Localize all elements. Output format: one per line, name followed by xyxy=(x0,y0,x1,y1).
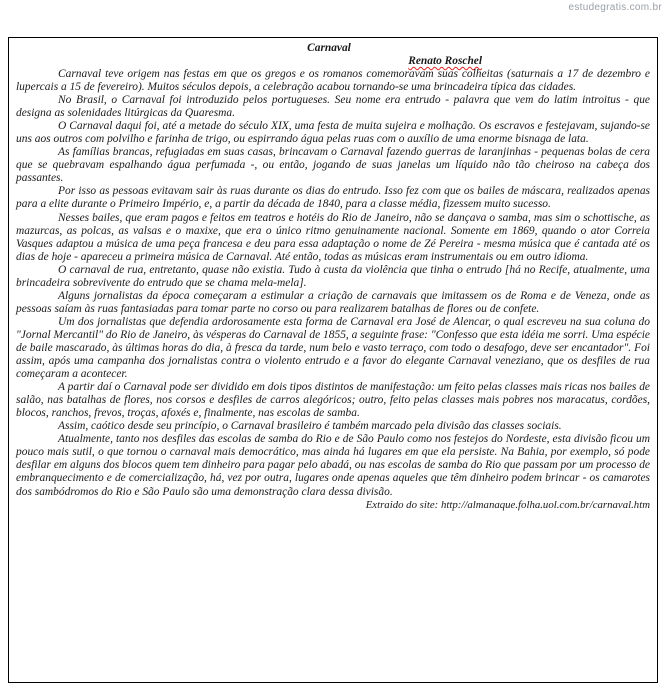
paragraph: A partir daí o Carnaval pode ser dividido em dois tipos distintos de manifestação: um feito pelas classes mais ricas nos bailes de salão, nas batalhas de flores, nos corsos e desfiles de carros alegóricos; outro, feito pelas classes mais pobres nos maracatus, cordões, blocos, ranchos, frevos, troças, afoxés e, finalmente, nas escolas de samba. xyxy=(16,381,650,420)
document-frame xyxy=(8,37,658,683)
paragraph: O Carnaval daqui foi, até a metade do século XIX, uma festa de muita sujeira e molhação. Os escravos e festejavam, sujando-se uns aos outros com polvilho e farinha de trigo, ou espirrando água pelas ruas com o auxílio de uma enorme bisnaga de lata. xyxy=(16,120,650,146)
paragraph: O carnaval de rua, entretanto, quase não existia. Tudo à custa da violência que tinha o entrudo [há no Recife, atualmente, uma brincadeira sobrevivente do entrudo que se chama mela-mela]. xyxy=(16,263,650,289)
paragraph: Nesses bailes, que eram pagos e feitos em teatros e hotéis do Rio de Janeiro, não se dançava o samba, mas sim o schottische, as mazurcas, as polcas, as valsas e o maxixe, que era o único ritmo genuinamente nacional. Somente em 1869, quando o ator Correia Vasques adaptou a música de uma peça francesa e deu para essa adaptação o nome de Zé Pereira - mesma música que é cantada até os dias de hoje - apareceu a primeira música de Carnaval. Até então, todas as músicas eram instrumentais ou em outro idioma. xyxy=(16,211,650,263)
paragraph: Alguns jornalistas da época começaram a estimular a criação de carnavais que imitassem os de Roma e de Veneza, onde as pessoas saíam às ruas fantasiadas para tomar parte no corso ou para realizarem batalhas de flores ou de confete. xyxy=(16,289,650,315)
paragraph: Assim, caótico desde seu princípio, o Carnaval brasileiro é também marcado pela divisão das classes sociais. xyxy=(58,420,562,433)
paragraph: Um dos jornalistas que defendia ardorosamente esta forma de Carnaval era José de Alencar, o qual escreveu na sua coluna do "Jornal Mercantil" do Rio de Janeiro, às vésperas do Carnaval de 1855, a seguinte frase: "Confesso que esta idéia me sorri. Uma espécie de baile mascarado, às últimas horas do dia, à fresca da tarde, num belo e vasto terraço, com todo o desafogo, deve ser encantador". Foi assim, após uma campanha dos jornalistas contra o violento entrudo e a favor do elegante Carnaval veneziano, que os desfiles de rua começaram a acontecer. xyxy=(16,315,650,381)
document-body xyxy=(16,68,650,499)
paragraph: Carnaval teve origem nas festas em que os gregos e os romanos comemoravam suas colheitas (saturnais a 17 de dezembro e lupercais a 15 de fevereiro). Muitos séculos depois, a celebração acabou tornando-se uma brincadeira típica das cidades. xyxy=(16,68,650,94)
paragraph: Por isso as pessoas evitavam sair às ruas durante os dias do entrudo. Isso fez com que os bailes de máscara, realizados apenas para a elite durante o Primeiro Império, e, a partir da década de 1840, para a classe média, fizessem muito sucesso. xyxy=(16,185,650,211)
paragraph: As famílias brancas, refugiadas em suas casas, brincavam o Carnaval fazendo guerras de laranjinhas - pequenas bolas de cera que se quebravam espalhando água perfumada -, ou então, jogando de suas janelas um líquido não tão cheiroso na cabeça dos passantes. xyxy=(16,146,650,185)
document-author xyxy=(16,55,482,68)
paragraph: Atualmente, tanto nos desfiles das escolas de samba do Rio e de São Paulo como nos festejos do Nordeste, esta divisão ficou um pouco mais sutil, o que tornou o carnaval mais democrático, mas ainda há lugares em que ela persiste. Na Bahia, por exemplo, só pode desfilar em alguns dos blocos quem tem dinheiro para pagar pelo abadá, ou nas escolas de samba do Rio que passam por um processo de embranquecimento e de comercialização, há, vez por outra, lugares onde apenas aqueles que têm dinheiro podem brincar - os camarotes dos sambódromos do Rio e São Paulo são uma demonstração clara dessa divisão. xyxy=(16,433,650,498)
site-watermark: estudegratis.com.br xyxy=(568,2,662,13)
paragraph: No Brasil, o Carnaval foi introduzido pelos portugueses. Seu nome era entrudo - palavra que vem do latim introitus - que designa as solenidades litúrgicas da Quaresma. xyxy=(16,94,650,120)
document-title: Carnaval xyxy=(307,42,351,54)
source-citation: Extraido do site: http://almanaque.folha.uol.com.br/carnaval.htm xyxy=(365,498,650,511)
author-name: Renato Roschel xyxy=(408,55,482,67)
